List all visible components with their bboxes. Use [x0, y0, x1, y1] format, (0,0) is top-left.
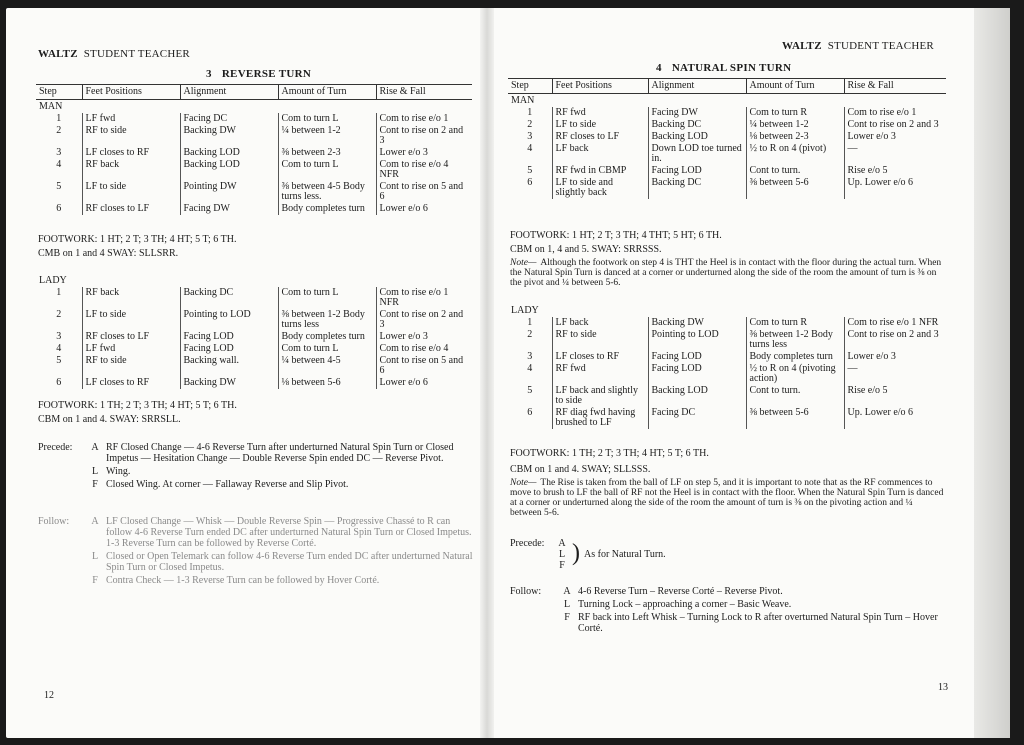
left-steps-table [36, 84, 472, 215]
step-number: 1 [56, 113, 62, 124]
precede-keys [556, 538, 568, 571]
amount-of-turn: ⅜ between 5-6 [746, 177, 844, 199]
alignment: Backing DW [180, 377, 278, 389]
amount-of-turn: Body completes turn [278, 203, 376, 215]
step-number: 3 [56, 331, 62, 342]
man-footwork: FOOTWORK: 1 HT; 2 T; 3 TH; 4 HT; 5 T; 6 TH. [38, 234, 237, 245]
rise-and-fall: Com to rise e/o 1 [376, 113, 472, 125]
step-number: 3 [56, 147, 62, 158]
rise-and-fall: Up. Lower e/o 6 [844, 177, 946, 199]
left-precede-section [38, 442, 474, 492]
figure-name: NATURAL SPIN TURN [671, 62, 792, 74]
variant-key: L [563, 599, 571, 610]
follow-item [38, 516, 474, 549]
lady-footwork: FOOTWORK: 1 TH; 2 T; 3 TH; 4 HT; 5 T; 6 TH. [38, 400, 237, 411]
amount-of-turn: ⅜ between 2-3 [278, 147, 376, 159]
amount-of-turn: ½ to R on 4 (pivoting action) [746, 363, 844, 385]
step-number: 5 [527, 165, 533, 176]
note-label: Note— [510, 478, 537, 488]
amount-of-turn: ⅜ between 1-2 Body turns less [278, 309, 376, 331]
alignment: Backing wall. [180, 355, 278, 377]
variant-key: A [91, 516, 99, 527]
col-header-turn: Amount of Turn [278, 85, 376, 100]
rise-and-fall: Com to rise e/o 1 [844, 107, 946, 119]
amount-of-turn: ⅜ between 5-6 [746, 407, 844, 429]
lady-footwork: FOOTWORK: 1 TH; 2 T; 3 TH; 4 HT; 5 T; 6 TH. [510, 448, 709, 459]
rise-and-fall: Rise e/o 5 [844, 385, 946, 407]
precede-key: L [558, 549, 566, 560]
table-row [508, 165, 946, 177]
figure-name: REVERSE TURN [221, 68, 312, 80]
right-running-header [782, 40, 934, 52]
alignment: Backing DC [180, 287, 278, 309]
left-page [6, 8, 486, 738]
follow-label: Follow: [38, 516, 70, 527]
table-row [36, 343, 472, 355]
right-page [486, 8, 978, 738]
lady-cbm-sway: CBM on 1 and 4. SWAY; SLLSSS. [510, 464, 651, 475]
table-row [508, 385, 946, 407]
table-row [508, 107, 946, 119]
rise-and-fall: — [844, 143, 946, 165]
variant-text: RF back into Left Whisk – Turning Lock to R after overturned Natural Spin Turn – Hover Corté. [578, 612, 938, 634]
man-section-label [36, 100, 472, 114]
section-label: LADY [39, 275, 67, 286]
left-running-header [38, 48, 190, 60]
feet-position: RF closes to LF [82, 203, 180, 215]
brace: ) [572, 540, 580, 566]
variant-text: RF Closed Change — 4-6 Reverse Turn after underturned Natural Spin Turn or Closed Impetus — Hesitation Change — Double Reverse Spin ended DC — Reverse Pivot. [106, 442, 454, 464]
step-number: 4 [56, 159, 62, 170]
variant-text: 4-6 Reverse Turn – Reverse Corté – Reverse Pivot. [578, 586, 783, 597]
feet-position: LF fwd [82, 343, 180, 355]
precede-key: F [559, 560, 565, 571]
rise-and-fall: Cont to rise on 5 and 6 [376, 181, 472, 203]
step-number: 6 [527, 407, 533, 418]
table-row [508, 351, 946, 363]
header-level: STUDENT TEACHER [83, 48, 190, 60]
alignment: Facing DW [648, 107, 746, 119]
alignment: Facing DC [180, 113, 278, 125]
step-number: 4 [56, 343, 62, 354]
rise-and-fall: Lower e/o 3 [376, 147, 472, 159]
precede-item [38, 442, 474, 464]
table-row [508, 317, 946, 329]
rise-and-fall: Cont to rise on 2 and 3 [376, 125, 472, 147]
variant-text: Wing. [106, 466, 131, 477]
section-label: LADY [511, 305, 539, 316]
rise-and-fall: Com to rise e/o 1 NFR [844, 317, 946, 329]
follow-label: Follow: [510, 586, 542, 597]
amount-of-turn: Com to turn L [278, 159, 376, 181]
step-number: 6 [56, 377, 62, 388]
page-edge [974, 8, 1010, 738]
right-precede-section [510, 538, 666, 571]
table-row [508, 363, 946, 385]
table-row [36, 287, 472, 309]
rise-and-fall: Com to rise e/o 4 [376, 343, 472, 355]
feet-position: LF back [552, 317, 648, 329]
feet-position: RF to side [82, 125, 180, 147]
lady-section-label [508, 304, 946, 317]
rise-and-fall: Lower e/o 3 [844, 131, 946, 143]
amount-of-turn: Body completes turn [278, 331, 376, 343]
table-row [36, 181, 472, 203]
variant-text: Contra Check — 1-3 Reverse Turn can be followed by Hover Corté. [106, 575, 380, 586]
rise-and-fall: Cont to rise on 2 and 3 [376, 309, 472, 331]
feet-position: LF to side [82, 309, 180, 331]
note-text: The Rise is taken from the ball of LF on step 5, and it is important to note that as the RF commences to move to brush to LF the ball of RF not the Heel is in contact with the floor. When the Natural Spin Turn is danced at a corner or underturned along the side of the room the amount of turn is ⅜ on the pivoting action and ¼ between 5-6. [510, 478, 944, 518]
amount-of-turn: ¼ between 4-5 [278, 355, 376, 377]
right-figure-title [656, 62, 801, 74]
follow-item [38, 575, 474, 586]
feet-position: LF back [552, 143, 648, 165]
col-header-turn: Amount of Turn [746, 79, 844, 94]
feet-position: RF fwd [552, 107, 648, 119]
precede-label: Precede: [510, 538, 545, 549]
precede-label [38, 479, 84, 490]
feet-position: RF to side [82, 355, 180, 377]
step-number: 1 [527, 317, 533, 328]
right-note-2 [510, 478, 946, 518]
rise-and-fall: Com to rise e/o 4 NFR [376, 159, 472, 181]
lady-section-label [36, 274, 472, 287]
col-header-step: Step [36, 85, 82, 100]
follow-item [510, 612, 950, 634]
variant-key: F [92, 479, 98, 490]
table-row [36, 331, 472, 343]
col-header-feet: Feet Positions [552, 79, 648, 94]
precede-item [38, 479, 474, 490]
right-note-1 [510, 258, 946, 288]
figure-number: 4 [656, 62, 662, 74]
rise-and-fall: — [844, 363, 946, 385]
variant-text: Turning Lock – approaching a corner – Basic Weave. [578, 599, 792, 610]
table-row [508, 143, 946, 165]
variant-text: Closed Wing. At corner — Fallaway Reverse and Slip Pivot. [106, 479, 349, 490]
rise-and-fall: Lower e/o 6 [376, 203, 472, 215]
alignment: Backing DW [648, 317, 746, 329]
feet-position: LF to side and slightly back [552, 177, 648, 199]
rise-and-fall: Cont to rise on 2 and 3 [844, 119, 946, 131]
variant-key: L [91, 551, 99, 562]
note-text: Although the footwork on step 4 is THT the Heel is in contact with the floor during the actual turn. When the Natural Spin Turn is danced at a corner or underturned along the side of the room the amount of turn is ⅜ on the pivot and ¼ between 5-6. [510, 258, 942, 288]
left-figure-title [206, 68, 321, 80]
feet-position: RF closes to LF [82, 331, 180, 343]
table-row [508, 119, 946, 131]
feet-position: RF diag fwd having brushed to LF [552, 407, 648, 429]
feet-position: RF to side [552, 329, 648, 351]
follow-label [38, 551, 84, 573]
follow-label [38, 575, 84, 586]
follow-item [510, 586, 950, 597]
precede-text: As for Natural Turn. [584, 549, 666, 560]
step-number: 4 [527, 363, 533, 374]
header-level: STUDENT TEACHER [827, 40, 934, 52]
left-lady-table [36, 274, 472, 389]
table-row [36, 355, 472, 377]
right-steps-table [508, 78, 946, 199]
amount-of-turn: ¼ between 1-2 [746, 119, 844, 131]
rise-and-fall: Up. Lower e/o 6 [844, 407, 946, 429]
step-number: 6 [527, 177, 533, 188]
variant-key: F [92, 575, 98, 586]
amount-of-turn: Com to turn L [278, 287, 376, 309]
follow-item [510, 599, 950, 610]
table-row [508, 131, 946, 143]
step-number: 1 [527, 107, 533, 118]
section-label: MAN [39, 101, 63, 112]
man-cbm-sway: CMB on 1 and 4 SWAY: SLLSRR. [38, 248, 179, 259]
table-row [36, 113, 472, 125]
right-lady-table [508, 304, 946, 429]
table-row [36, 309, 472, 331]
rise-and-fall: Rise e/o 5 [844, 165, 946, 177]
amount-of-turn: Cont to turn. [746, 385, 844, 407]
precede-label [38, 466, 84, 477]
man-footwork: FOOTWORK: 1 HT; 2 T; 3 TH; 4 THT; 5 HT; 6 TH. [510, 230, 722, 241]
amount-of-turn: ¼ between 1-2 [278, 125, 376, 147]
variant-key: A [563, 586, 571, 597]
rise-and-fall: Lower e/o 6 [376, 377, 472, 389]
alignment: Backing DW [180, 125, 278, 147]
amount-of-turn: ⅜ between 4-5 Body turns less. [278, 181, 376, 203]
section-label: MAN [511, 95, 535, 106]
feet-position: LF closes to RF [82, 147, 180, 159]
table-row [508, 407, 946, 429]
left-page-number: 12 [44, 690, 54, 701]
step-number: 6 [56, 203, 62, 214]
alignment: Facing LOD [180, 343, 278, 355]
alignment: Facing DW [180, 203, 278, 215]
alignment: Backing DC [648, 119, 746, 131]
rise-and-fall: Cont to rise on 2 and 3 [844, 329, 946, 351]
alignment: Pointing to LOD [648, 329, 746, 351]
variant-key: F [564, 612, 570, 623]
amount-of-turn: Com to turn L [278, 113, 376, 125]
feet-position: RF closes to LF [552, 131, 648, 143]
alignment: Backing DC [648, 177, 746, 199]
feet-position: LF to side [552, 119, 648, 131]
table-row [36, 159, 472, 181]
rise-and-fall: Lower e/o 3 [844, 351, 946, 363]
feet-position: LF closes to RF [552, 351, 648, 363]
follow-item [38, 551, 474, 573]
step-number: 5 [56, 355, 62, 366]
alignment: Facing LOD [648, 363, 746, 385]
step-number: 3 [527, 131, 533, 142]
table-row [36, 125, 472, 147]
feet-position: RF back [82, 287, 180, 309]
alignment: Pointing to LOD [180, 309, 278, 331]
alignment: Facing LOD [648, 351, 746, 363]
feet-position: RF fwd in CBMP [552, 165, 648, 177]
amount-of-turn: Body completes turn [746, 351, 844, 363]
rise-and-fall: Cont to rise on 5 and 6 [376, 355, 472, 377]
col-header-feet: Feet Positions [82, 85, 180, 100]
lady-cbm-sway: CBM on 1 and 4. SWAY: SRRSLL. [38, 414, 181, 425]
precede-key: A [558, 538, 566, 549]
figure-number: 3 [206, 68, 212, 80]
header-dance: WALTZ [38, 48, 78, 60]
step-number: 5 [527, 385, 533, 396]
man-cbm-sway: CBM on 1, 4 and 5. SWAY: SRRSSS. [510, 244, 662, 255]
step-number: 2 [56, 125, 62, 136]
book-spread [6, 8, 1010, 738]
step-number: 2 [527, 119, 533, 130]
table-row [508, 329, 946, 351]
alignment: Backing LOD [180, 147, 278, 159]
feet-position: LF closes to RF [82, 377, 180, 389]
col-header-rise: Rise & Fall [376, 85, 472, 100]
variant-text: LF Closed Change — Whisk — Double Reverse Spin — Progressive Chassé to R can follow 4-6 Reverse Turn ended DC after underturned Natural Spin Turn or Closed Impetus. 1-3 Reverse Turn can be followed by Reverse Corté. [106, 516, 472, 549]
alignment: Facing LOD [648, 165, 746, 177]
left-follow-section [38, 516, 474, 588]
alignment: Backing LOD [648, 385, 746, 407]
step-number: 2 [527, 329, 533, 340]
step-number: 2 [56, 309, 62, 320]
col-header-rise: Rise & Fall [844, 79, 946, 94]
col-header-alignment: Alignment [648, 79, 746, 94]
variant-key: L [91, 466, 99, 477]
right-page-number: 13 [938, 682, 948, 693]
rise-and-fall: Lower e/o 3 [376, 331, 472, 343]
alignment: Facing DC [648, 407, 746, 429]
amount-of-turn: Com to turn R [746, 107, 844, 119]
alignment: Down LOD toe turned in. [648, 143, 746, 165]
feet-position: LF back and slightly to side [552, 385, 648, 407]
amount-of-turn: ⅜ between 1-2 Body turns less [746, 329, 844, 351]
amount-of-turn: Com to turn L [278, 343, 376, 355]
amount-of-turn: ⅛ between 5-6 [278, 377, 376, 389]
right-follow-section [510, 586, 950, 636]
col-header-alignment: Alignment [180, 85, 278, 100]
feet-position: LF to side [82, 181, 180, 203]
step-number: 4 [527, 143, 533, 154]
alignment: Facing LOD [180, 331, 278, 343]
amount-of-turn: Cont to turn. [746, 165, 844, 177]
step-number: 1 [56, 287, 62, 298]
follow-label [510, 599, 556, 610]
alignment: Backing LOD [180, 159, 278, 181]
note-label: Note— [510, 258, 537, 268]
follow-label [510, 612, 556, 634]
feet-position: RF fwd [552, 363, 648, 385]
table-row [36, 203, 472, 215]
variant-text: Closed or Open Telemark can follow 4-6 Reverse Turn ended DC after underturned Natural Spin Turn or Closed Impetus. [106, 551, 473, 573]
variant-key: A [91, 442, 99, 453]
table-row [36, 377, 472, 389]
header-dance: WALTZ [782, 40, 822, 52]
alignment: Backing LOD [648, 131, 746, 143]
col-header-step: Step [508, 79, 552, 94]
rise-and-fall: Com to rise e/o 1 NFR [376, 287, 472, 309]
man-section-label [508, 94, 946, 108]
step-number: 3 [527, 351, 533, 362]
step-number: 5 [56, 181, 62, 192]
precede-item [38, 466, 474, 477]
feet-position: RF back [82, 159, 180, 181]
amount-of-turn: ⅛ between 2-3 [746, 131, 844, 143]
table-row [508, 177, 946, 199]
alignment: Pointing DW [180, 181, 278, 203]
precede-label: Precede: [38, 442, 73, 453]
feet-position: LF fwd [82, 113, 180, 125]
table-row [36, 147, 472, 159]
amount-of-turn: Com to turn R [746, 317, 844, 329]
amount-of-turn: ½ to R on 4 (pivot) [746, 143, 844, 165]
